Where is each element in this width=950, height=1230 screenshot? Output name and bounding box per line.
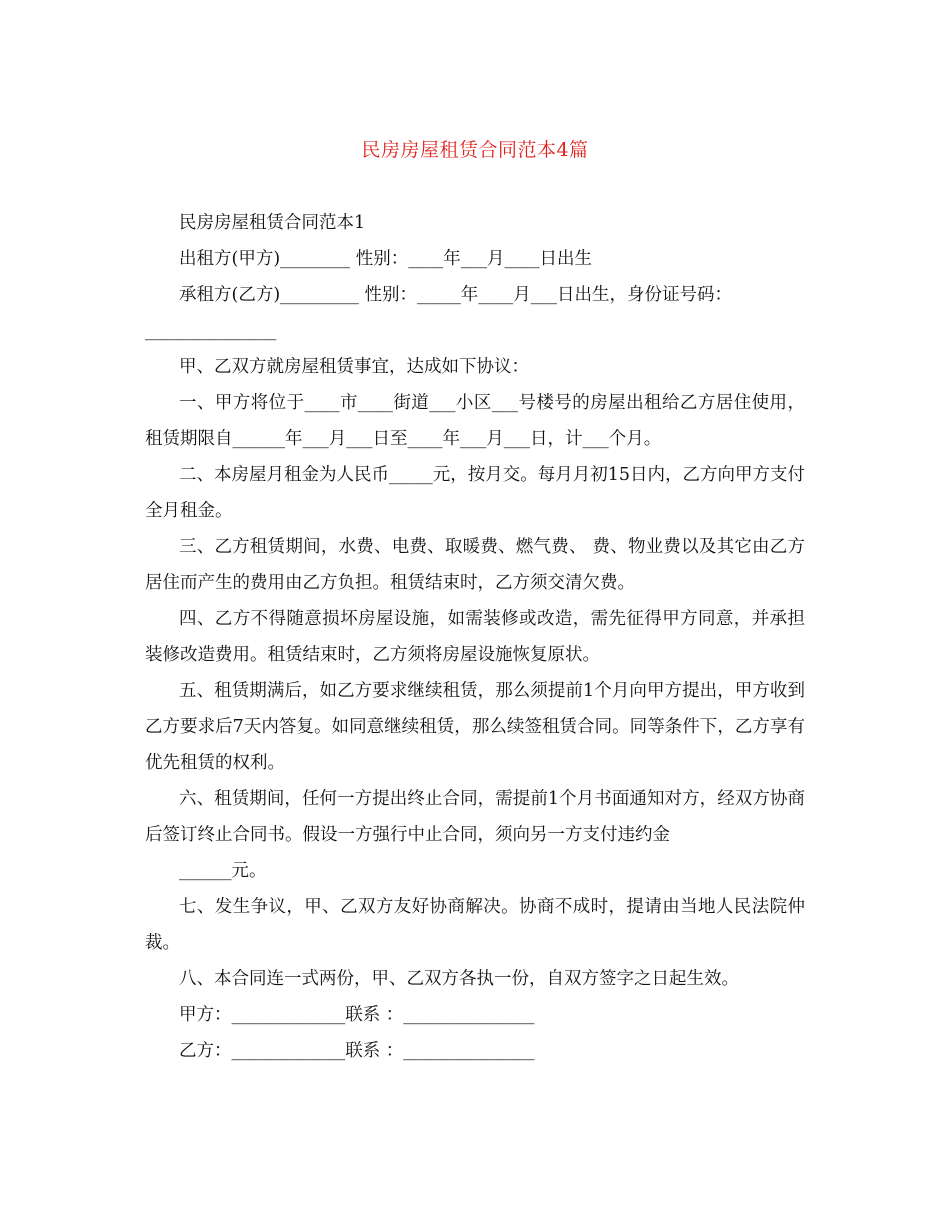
lessor-line: 出租方(甲方)________ 性别：____年___月____日出生 <box>179 249 592 269</box>
clause-2: 二、本房屋月租金为人民币_____元，按月交。每月月初15日内，乙方向甲方支付全月租金。 <box>145 465 806 521</box>
id-number-blank: _______________ <box>145 321 277 341</box>
agreement-intro: 甲、乙双方就房屋租赁事宜，达成如下协议： <box>179 357 529 377</box>
clause-8: 八、本合同连一式两份，甲、乙双方各执一份，自双方签字之日起生效。 <box>179 969 739 989</box>
party-a-signature: 甲方：_____________联系 ：_______________ <box>179 1005 535 1025</box>
clause-5: 五、租赁期满后，如乙方要求继续租赁，那么须提前1个月向甲方提出，甲方收到乙方要求后7天内答复。如同意继续租赁，那么续签租赁合同。同等条件下，乙方享有优先租赁的权利。 <box>145 681 805 773</box>
clause-4: 四、乙方不得随意损坏房屋设施，如需装修或改造，需先征得甲方同意，并承担装修改造费用。租赁结束时，乙方须将房屋设施恢复原状。 <box>145 609 805 665</box>
clause-3: 三、乙方租赁期间，水费、电费、取暖费、燃气费、 费、物业费以及其它由乙方居住而产生的费用由乙方负担。租赁结束时，乙方须交清欠费。 <box>145 537 805 593</box>
clause-6-amount: ______元。 <box>179 861 267 881</box>
document-title: 民房房屋租赁合同范本4篇 <box>361 139 589 161</box>
document-body <box>145 205 805 1069</box>
subtitle: 民房房屋租赁合同范本1 <box>179 213 366 233</box>
lessee-line: 承租方(乙方)_________ 性别：_____年____月___日出生，身份证号码： <box>179 285 732 305</box>
clause-1: 一、甲方将位于____市____街道___小区___号楼号的房屋出租给乙方居住使用，租赁期限自______年___月___日至____年___月___日，计___个月。 <box>145 393 805 449</box>
party-b-signature: 乙方：_____________联系 ：_______________ <box>179 1041 535 1061</box>
clause-6: 六、租赁期间，任何一方提出终止合同，需提前1个月书面通知对方，经双方协商后签订终止合同书。假设一方强行中止合同，须向另一方支付违约金 <box>145 789 805 845</box>
clause-7: 七、发生争议，甲、乙双方友好协商解决。协商不成时，提请由当地人民法院仲裁。 <box>145 897 805 953</box>
